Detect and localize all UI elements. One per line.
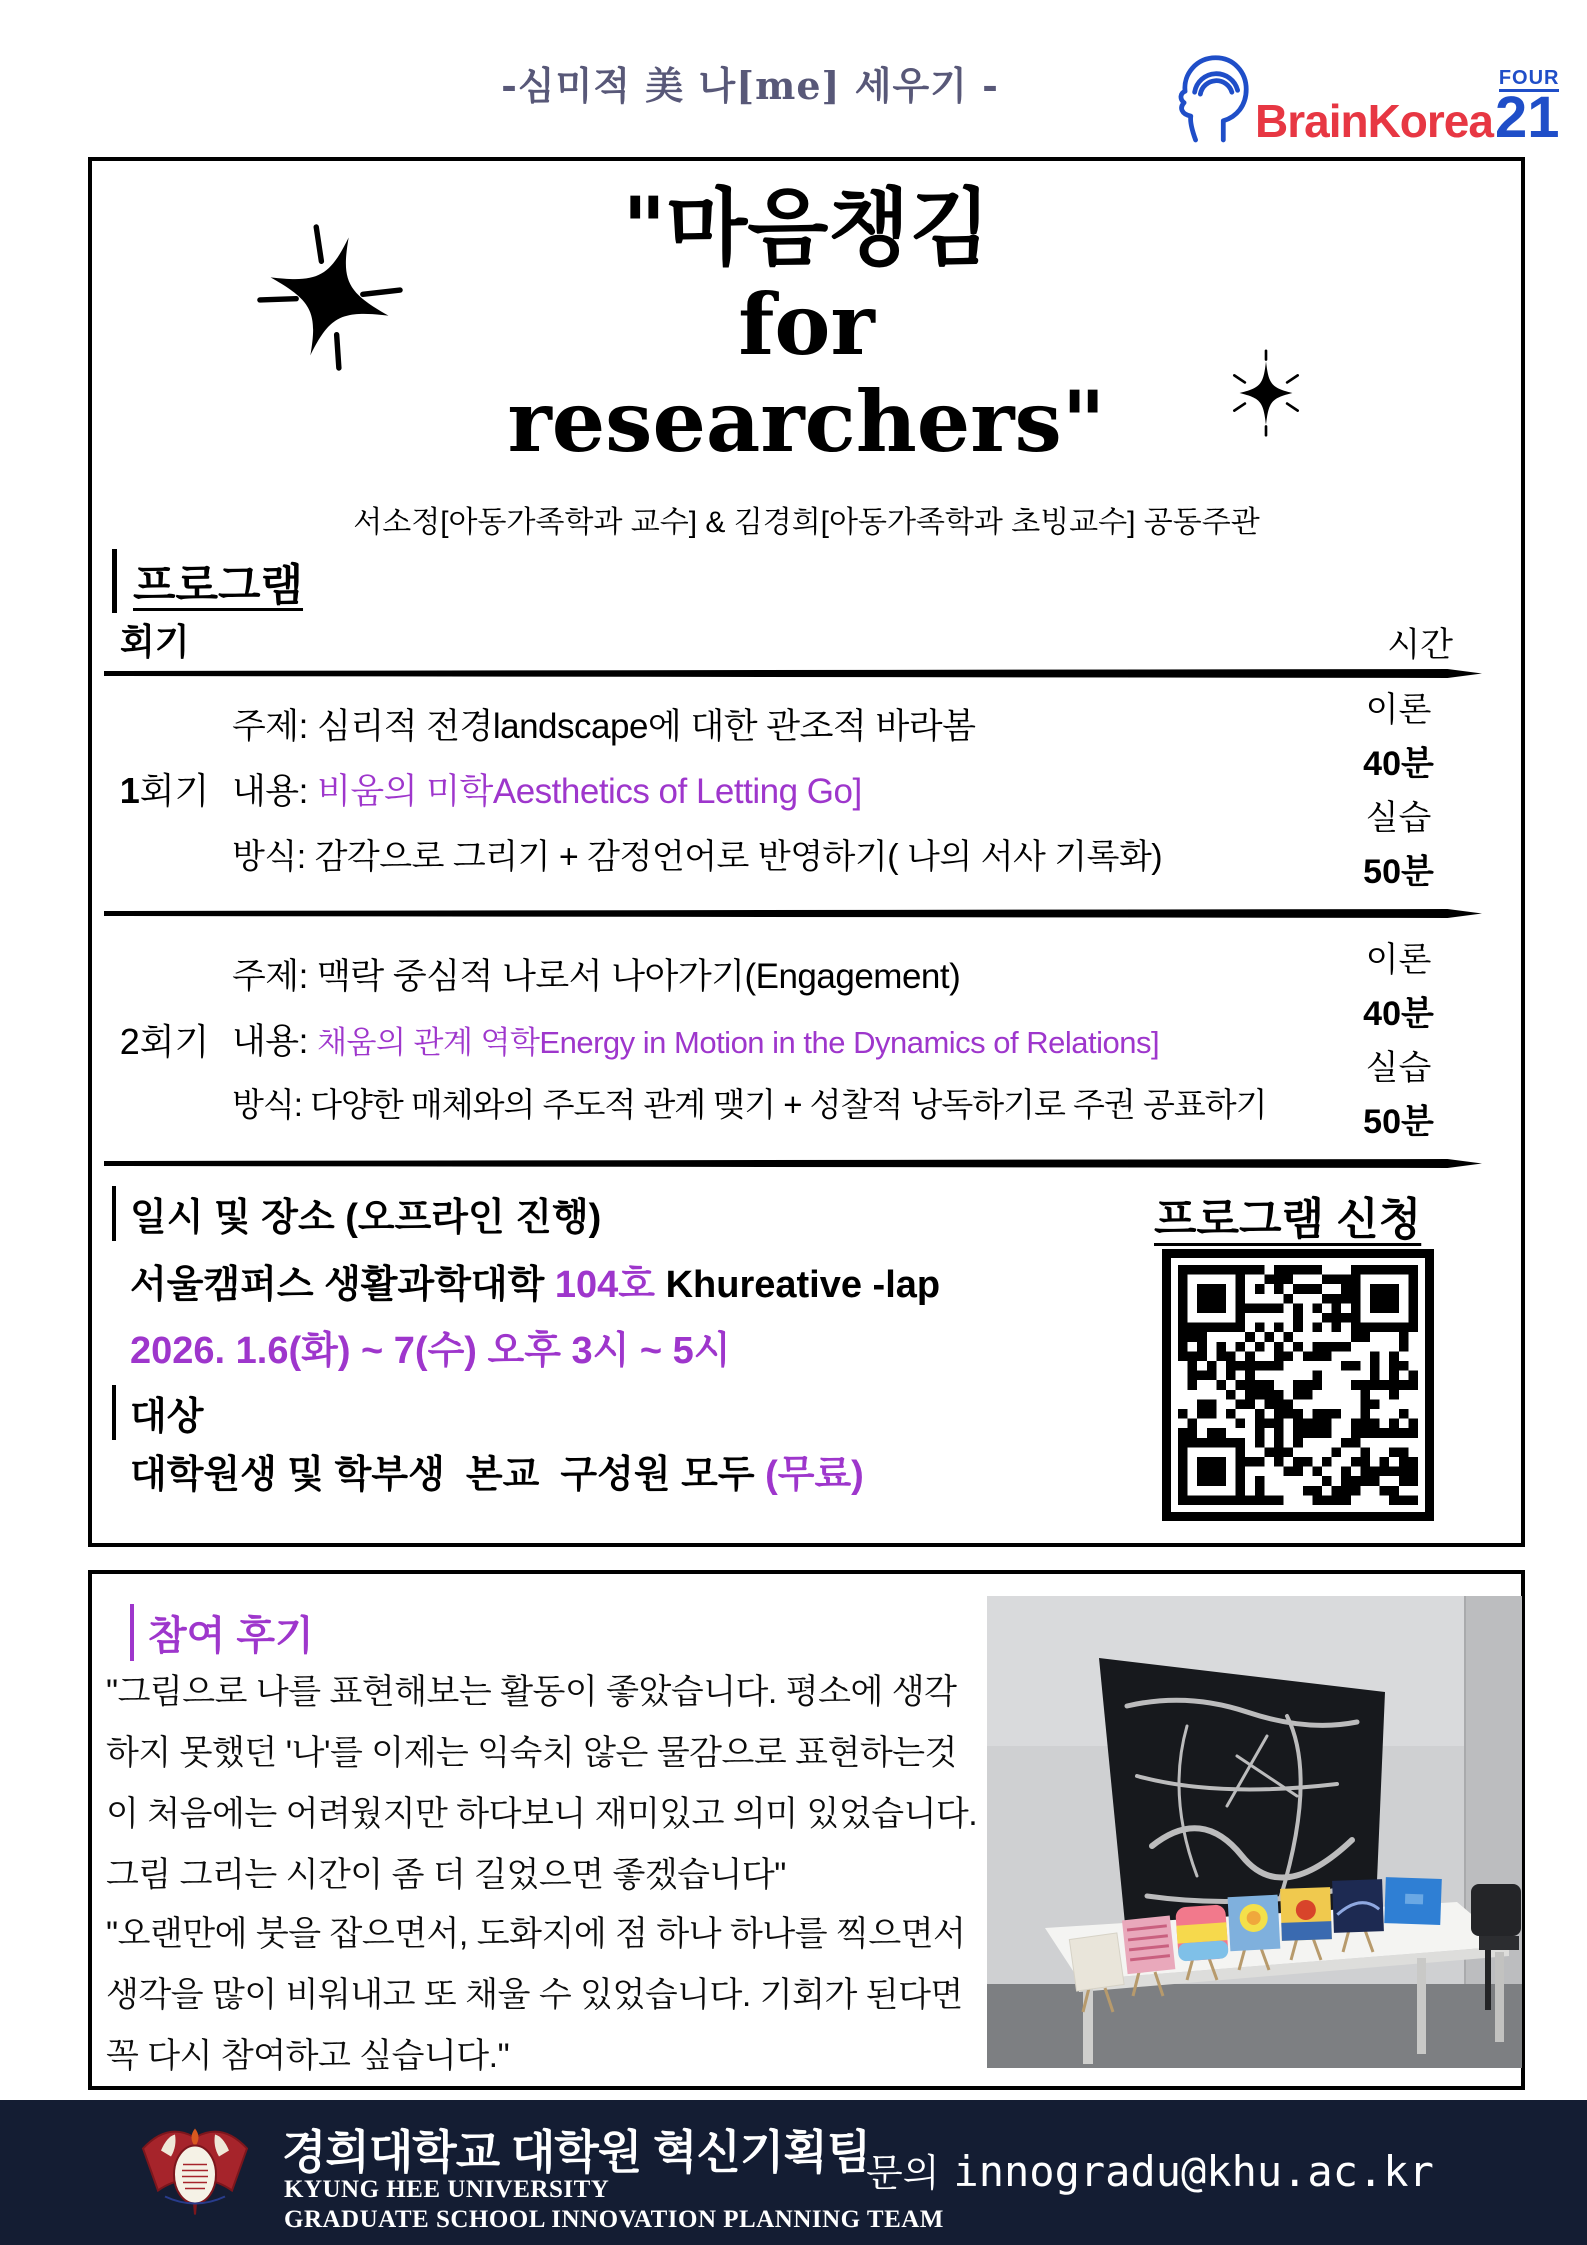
brainkorea21-logo	[1165, 48, 1560, 150]
review-quote-2: "오랜만에 붓을 잡으면서, 도화지에 점 하나 하나를 찍으면서 생각을 많이 비워내고 또 채울 수 있었습니다. 기회가 된다면 꼭 다시 참여하고 싶습니다."	[106, 1915, 966, 2075]
poster-tagline: -심미적 美 나[me] 세우기 -	[501, 63, 999, 108]
contact-label: 문의	[866, 2153, 940, 2195]
session-1-content: 내용: 비움의 미학Aesthetics of Letting Go]	[232, 772, 862, 811]
session-1-method: 방식: 감각으로 그리기 + 감정언어로 반영하기( 나의 서사 기록화)	[232, 838, 1163, 876]
reviews-heading: 참여 후기	[130, 1604, 314, 1661]
session-2-time: 이론 40분 실습 50분	[1363, 941, 1434, 1141]
workshop-photo	[987, 1596, 1522, 2068]
main-panel	[88, 157, 1525, 1547]
venue-location: 서울캠퍼스 생활과학대학 104호 Khureative -lap	[130, 1264, 941, 1306]
program-section-heading: 프로그램	[112, 549, 303, 613]
column-header-session: 회기	[120, 621, 190, 662]
footer-university-english: KYUNG HEE UNIVERSITY	[284, 2176, 610, 2203]
target-heading: 대상	[112, 1385, 203, 1440]
apply-heading: 프로그램 신청	[1154, 1195, 1422, 1244]
divider-brush-3	[104, 1159, 1482, 1168]
logo-four-text: FOUR	[1499, 67, 1560, 92]
session-2-content: 내용: 채움의 관계 역학Energy in Motion in the Dynamics of Relations]	[232, 1022, 1160, 1061]
title-line-3: researchers"	[507, 372, 1106, 471]
logo-brand-text: BrainKorea	[1255, 95, 1493, 147]
session-2-topic: 주제: 맥락 중심적 나로서 나아가기(Engagement)	[232, 957, 961, 996]
contact-email: innogradu@khu.ac.kr	[953, 2147, 1434, 2196]
review-quote-1: "그림으로 나를 표현해보는 활동이 좋았습니다. 평소에 생각하지 못했던 '나'를 이제는 익숙치 않은 물감으로 표현하는것이 처음에는 어려웠지만 하다보니 재미있고 의미 있었습니다. 그림 그리는 시간이 좀 더 길었으면 좋겠습니다"	[106, 1673, 978, 1894]
session-1-topic: 주제: 심리적 전경landscape에 대한 관조적 바라봄	[232, 707, 976, 746]
title-line-2: for	[738, 275, 875, 374]
divider-brush-1	[104, 669, 1482, 678]
session-2-method: 방식: 다양한 매체와의 주도적 관계 맺기 + 성찰적 낭독하기로 주권 공표하기	[232, 1086, 1267, 1123]
footer-contact	[866, 2142, 1434, 2197]
footer-team-korean: 경희대학교 대학원 혁신기획팀	[282, 2126, 871, 2178]
column-header-time: 시간	[1387, 626, 1453, 664]
session-2-label: 2회기	[119, 1021, 210, 1062]
apply-qr-code	[1162, 1249, 1434, 1521]
logo-21-text: 21	[1494, 84, 1560, 150]
organizers-line: 서소정[아동가족학과 교수] & 김경희[아동가족학과 초빙교수] 공동주관	[353, 506, 1260, 539]
session-1-time: 이론 40분 실습 50분	[1363, 691, 1434, 891]
footer-bar	[0, 2100, 1587, 2245]
brain-head-icon	[1165, 48, 1251, 144]
divider-brush-2	[104, 909, 1482, 918]
poster-title	[92, 179, 1521, 470]
title-line-1: "마음챙김	[622, 178, 991, 277]
venue-heading: 일시 및 장소 (오프라인 진행)	[112, 1186, 601, 1241]
reviews-panel	[88, 1570, 1525, 2090]
venue-datetime: 2026. 1.6(화) ~ 7(수) 오후 3시 ~ 5시	[130, 1330, 731, 1372]
footer-team-english: GRADUATE SCHOOL INNOVATION PLANNING TEAM	[284, 2206, 944, 2233]
university-emblem	[135, 2114, 255, 2229]
session-1-label: 1회기	[119, 770, 210, 811]
target-line: 대학원생 및 학부생 본교 구성원 모두 (무료)	[130, 1454, 864, 1496]
